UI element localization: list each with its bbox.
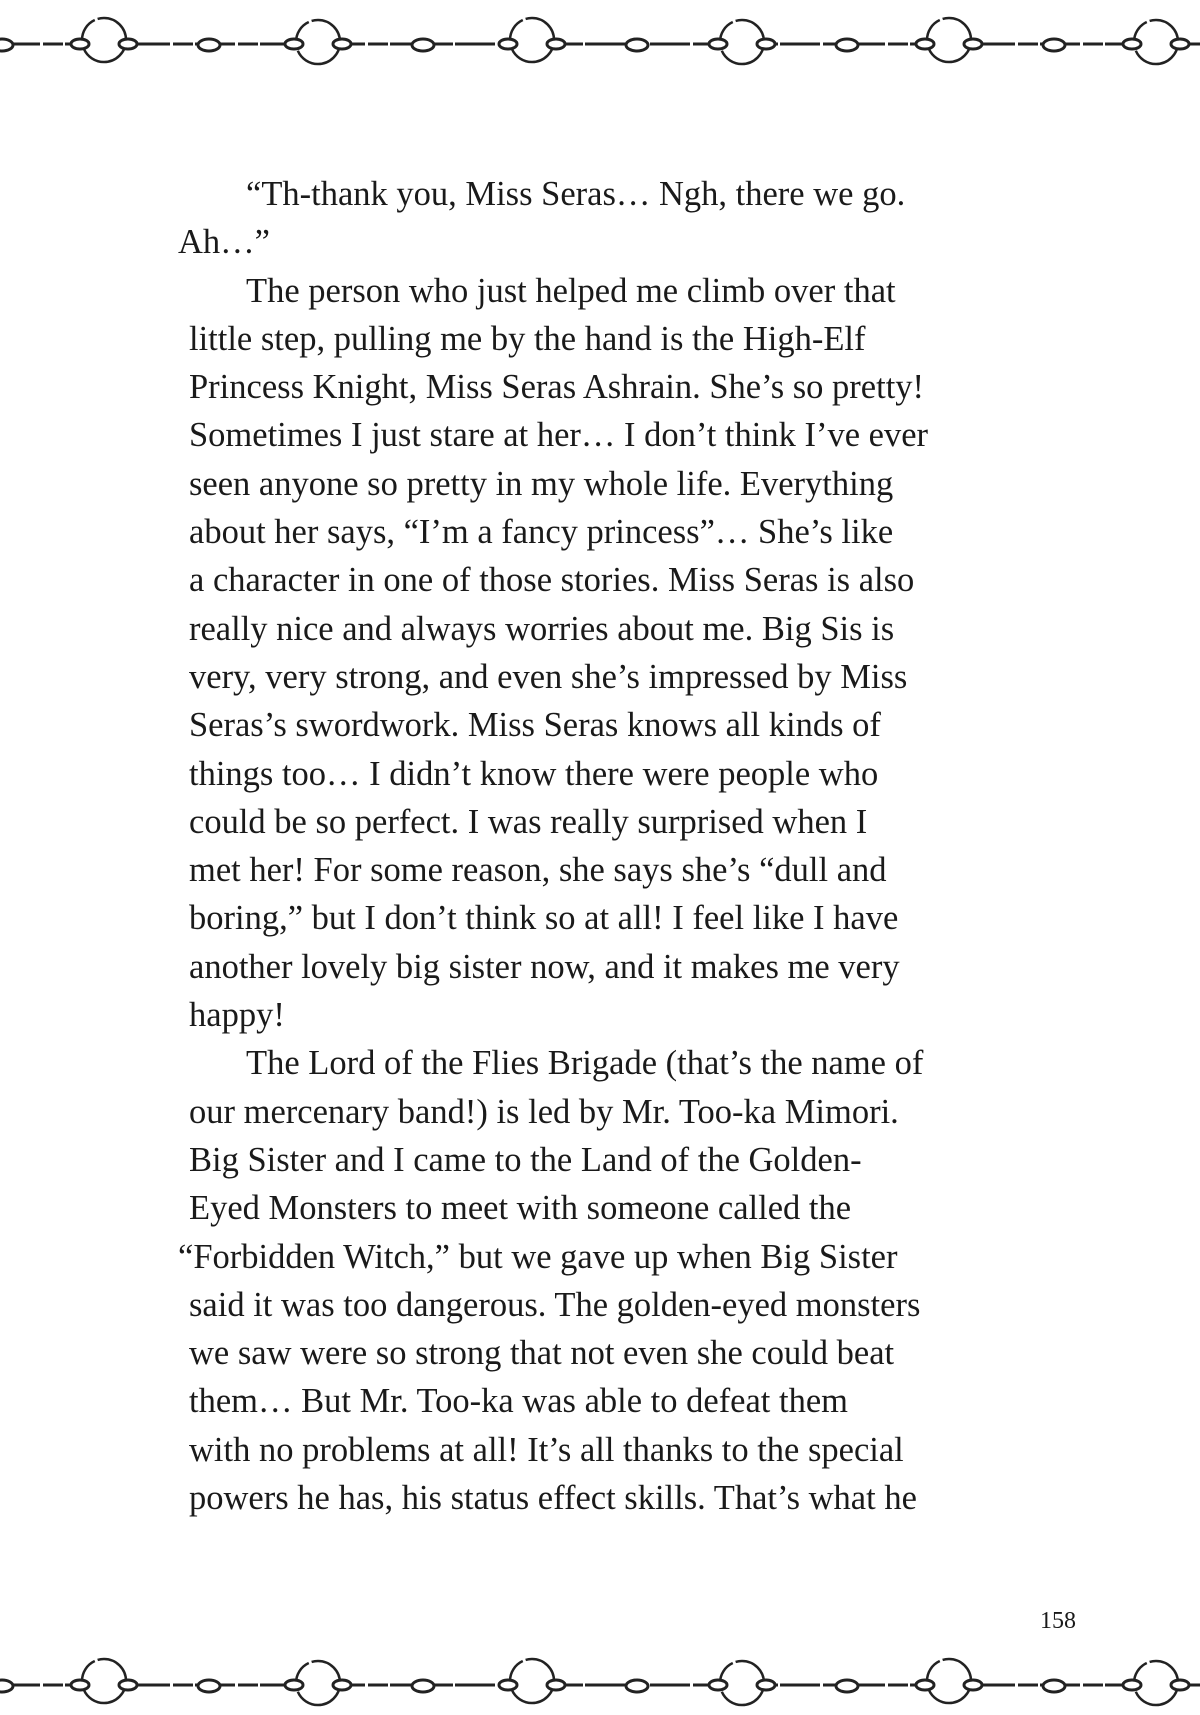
- chain-ring: [499, 1659, 565, 1703]
- text-line: our mercenary band!) is led by Mr. Too-ka Mimori.: [189, 1092, 899, 1131]
- chain-ring: [709, 20, 775, 64]
- text-line: we saw were so strong that not even she could beat: [189, 1334, 895, 1373]
- page-number: 158: [1040, 1608, 1076, 1634]
- text-line: boring,” but I don’t think so at all! I feel like I have: [189, 899, 899, 938]
- chain-ring: [1123, 20, 1189, 64]
- text-line: Ah…”: [178, 223, 270, 262]
- text-line: seen anyone so pretty in my whole life. Everything: [189, 464, 894, 503]
- chain-link: [198, 1680, 220, 1692]
- chain-link: [412, 39, 434, 51]
- text-line: “Th-thank you, Miss Seras… Ngh, there we go.: [246, 175, 906, 213]
- chain-ring: [71, 1659, 137, 1703]
- text-line: Sometimes I just stare at her… I don’t think I’ve ever: [189, 416, 929, 455]
- text-line: The person who just helped me climb over that: [246, 271, 896, 310]
- text-line: Big Sister and I came to the Land of the Golden-: [189, 1140, 862, 1179]
- chain-link: [1043, 39, 1065, 51]
- chain-link: [1043, 1680, 1065, 1692]
- text-line: Princess Knight, Miss Seras Ashrain. She’s so pretty!: [189, 368, 925, 407]
- text-line: really nice and always worries about me. Big Sis is: [189, 609, 895, 648]
- chain-ring: [71, 18, 137, 62]
- body-text: [178, 170, 1069, 1522]
- chain-ring: [916, 1659, 982, 1703]
- text-line: little step, pulling me by the hand is the High-Elf: [189, 319, 866, 358]
- chain-link: [626, 1680, 648, 1692]
- text-line: happy!: [189, 996, 285, 1035]
- text-line: a character in one of those stories. Miss Seras is also: [189, 561, 915, 600]
- chain-link: [198, 39, 220, 51]
- chain-border-bottom: [0, 1655, 1200, 1715]
- chain-link: [836, 39, 858, 51]
- chain-link: [626, 39, 648, 51]
- text-line: Eyed Monsters to meet with someone called the: [189, 1189, 852, 1228]
- text-line: very, very strong, and even she’s impressed by Miss: [189, 657, 908, 696]
- chain-link: [836, 1680, 858, 1692]
- chain-border-top: [0, 14, 1200, 74]
- chain-ring: [499, 18, 565, 62]
- text-line: met her! For some reason, she says she’s “dull and: [189, 851, 887, 890]
- text-line: them… But Mr. Too-ka was able to defeat them: [189, 1382, 849, 1421]
- text-line: things too… I didn’t know there were people who: [189, 754, 879, 793]
- chain-ring: [1123, 1661, 1189, 1705]
- text-line: Seras’s swordwork. Miss Seras knows all kinds of: [189, 706, 881, 745]
- text-line: about her says, “I’m a fancy princess”… She’s like: [189, 513, 894, 552]
- text-line: The Lord of the Flies Brigade (that’s the name of: [246, 1044, 924, 1083]
- text-line: “Forbidden Witch,” but we gave up when Big Sister: [178, 1237, 898, 1276]
- chain-ring: [916, 18, 982, 62]
- chain-ring: [285, 20, 351, 64]
- text-line: with no problems at all! It’s all thanks to the special: [189, 1430, 904, 1469]
- text-line: another lovely big sister now, and it makes me very: [189, 947, 900, 986]
- text-line: could be so perfect. I was really surprised when I: [189, 802, 868, 841]
- chain-link: [412, 1680, 434, 1692]
- text-line: said it was too dangerous. The golden-eyed monsters: [189, 1285, 921, 1324]
- text-line: powers he has, his status effect skills. That’s what he: [189, 1479, 917, 1518]
- chain-ring: [285, 1661, 351, 1705]
- chain-ring: [709, 1661, 775, 1705]
